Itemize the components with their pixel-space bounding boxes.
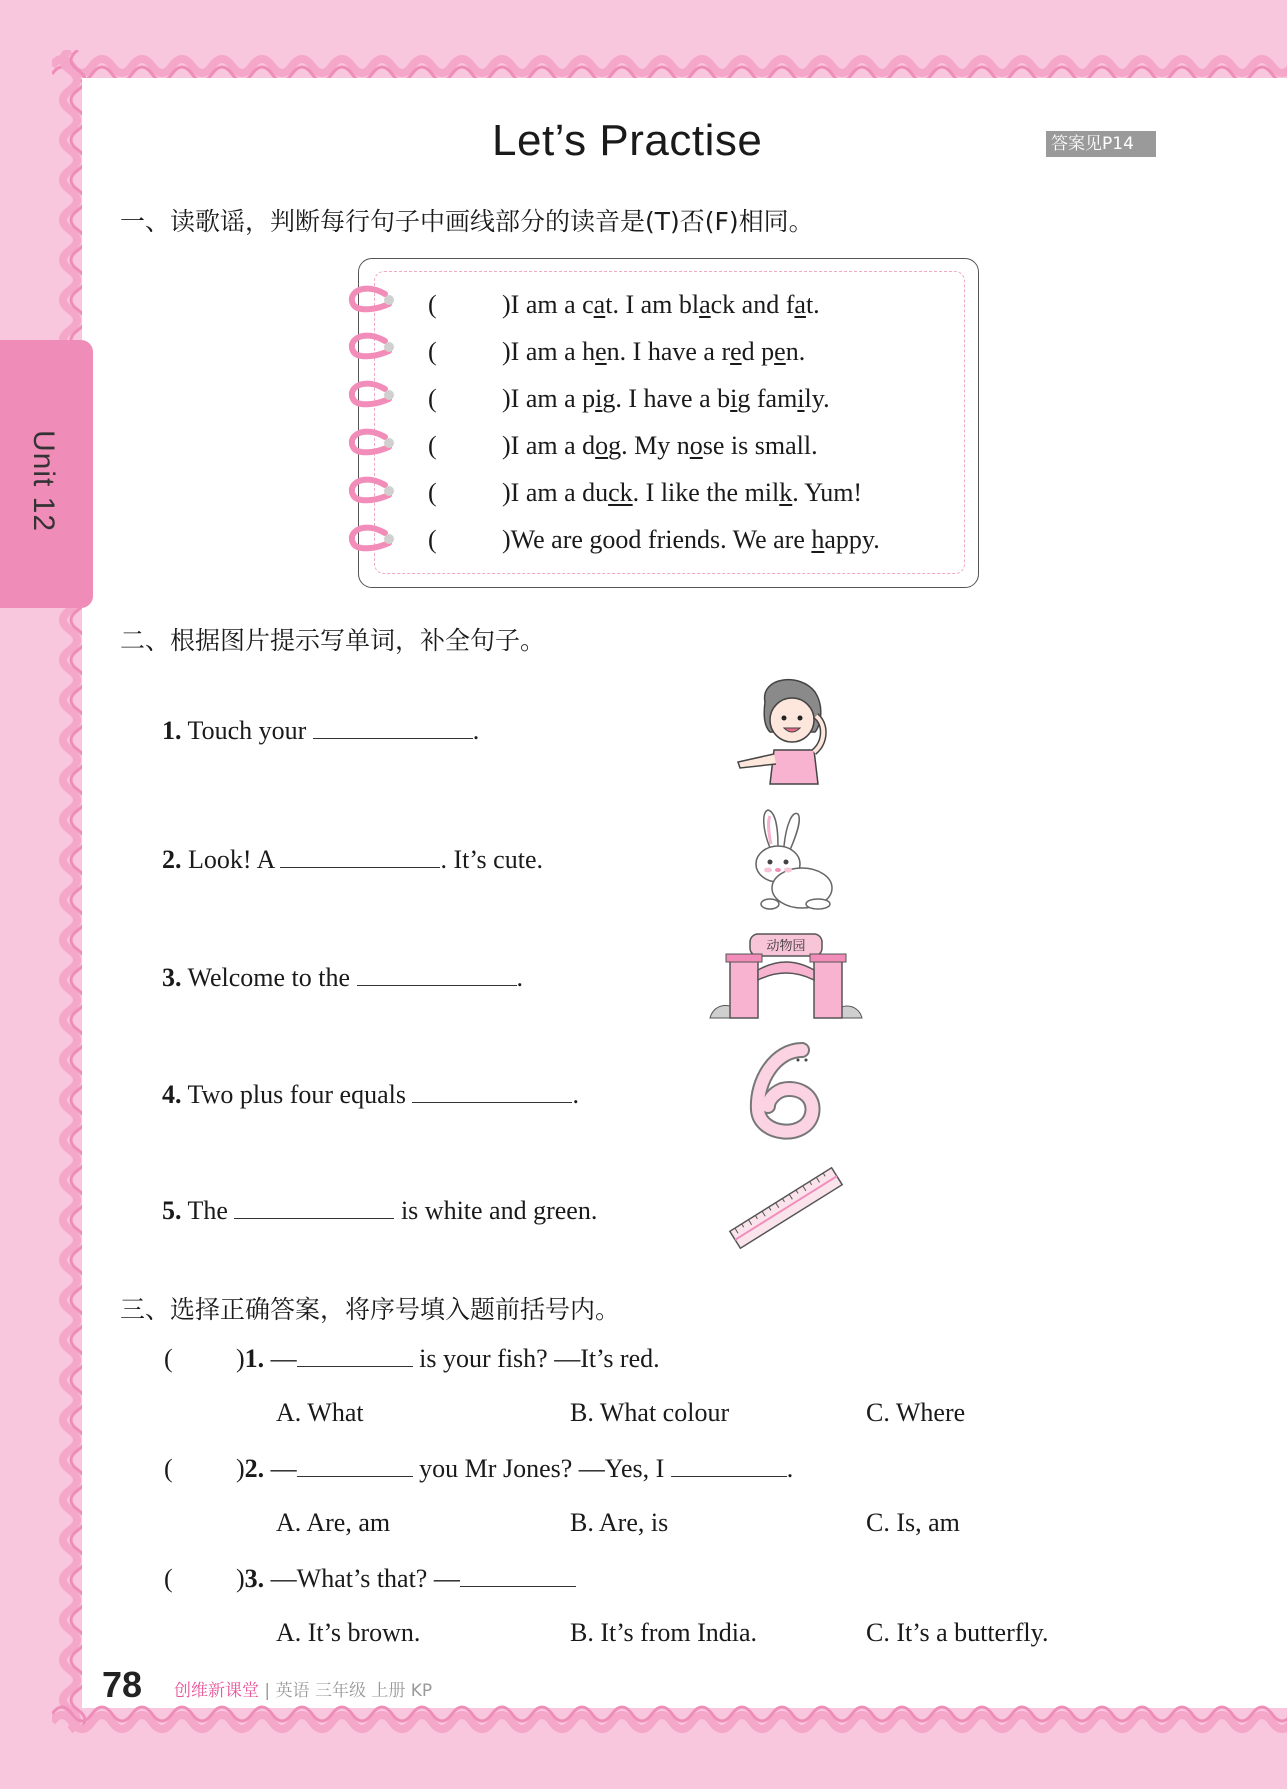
- section2-heading: 二、根据图片提示写单词，补全句子。: [120, 626, 546, 655]
- answer-blank[interactable]: [412, 1081, 572, 1103]
- answer-bracket[interactable]: (: [428, 384, 437, 413]
- option-a[interactable]: A. It’s brown.: [276, 1618, 421, 1647]
- ring-icon: [345, 523, 397, 553]
- ring-icon: [345, 475, 397, 505]
- fill-item-4: 4. Two plus four equals .: [162, 1080, 579, 1109]
- ring-icon: [345, 284, 397, 314]
- fill-item-2: 2. Look! A . It’s cute.: [162, 845, 543, 874]
- option-b[interactable]: B. Are, is: [570, 1508, 669, 1537]
- answer-bracket[interactable]: (: [428, 525, 437, 554]
- page-title: Let’s Practise: [492, 116, 763, 165]
- ring-icon: [345, 379, 397, 409]
- option-c[interactable]: C. Is, am: [866, 1508, 960, 1537]
- page-number: 78: [102, 1664, 143, 1705]
- answer-bracket[interactable]: (: [164, 1344, 173, 1373]
- rabbit-picture: [740, 808, 836, 912]
- boy-touching-ear-picture: [730, 672, 840, 788]
- option-c[interactable]: C. Where: [866, 1398, 966, 1427]
- answer-bracket[interactable]: (: [428, 478, 437, 507]
- fill-item-3: 3. Welcome to the .: [162, 963, 524, 992]
- ring-icon: [345, 331, 397, 361]
- answer-bracket[interactable]: (: [428, 337, 437, 366]
- answer-blank[interactable]: [671, 1455, 787, 1477]
- ruler-picture: [724, 1162, 848, 1254]
- answer-reference-tag: 答案见P14: [1046, 131, 1156, 157]
- option-b[interactable]: B. It’s from India.: [570, 1618, 758, 1647]
- footer-book-info: [174, 1676, 432, 1701]
- answer-blank[interactable]: [280, 846, 440, 868]
- answer-blank[interactable]: [297, 1455, 413, 1477]
- option-c[interactable]: C. It’s a butterfly.: [866, 1618, 1049, 1647]
- answer-blank[interactable]: [460, 1565, 576, 1587]
- unit-label: Unit 12: [27, 430, 60, 533]
- answer-blank[interactable]: [313, 717, 473, 739]
- footer-separator: |: [264, 1681, 271, 1701]
- answer-blank[interactable]: [234, 1197, 394, 1219]
- bottom-wave-border: [52, 1700, 1287, 1744]
- answer-bracket[interactable]: (: [164, 1454, 173, 1483]
- section1-heading: 一、读歌谣，判断每行句子中画线部分的读音是(T)否(F)相同。: [120, 207, 814, 236]
- fill-item-1: 1. Touch your .: [162, 716, 480, 745]
- option-b[interactable]: B. What colour: [570, 1398, 730, 1427]
- ring-icon: [345, 427, 397, 457]
- zoo-gate-picture: [706, 930, 866, 1020]
- zoo-sign-text: 动物园: [766, 939, 806, 954]
- answer-blank[interactable]: [357, 964, 517, 986]
- answer-blank[interactable]: [297, 1345, 413, 1367]
- section3-heading: 三、选择正确答案，将序号填入题前括号内。: [120, 1295, 621, 1324]
- answer-bracket[interactable]: (: [164, 1564, 173, 1593]
- number-six-picture: [746, 1040, 826, 1146]
- answer-bracket[interactable]: (: [428, 431, 437, 460]
- option-a[interactable]: A. Are, am: [276, 1508, 391, 1537]
- unit-side-tab: [0, 340, 93, 608]
- option-a[interactable]: A. What: [276, 1398, 364, 1427]
- footer-details: 英语 三年级 上册 KP: [275, 1681, 433, 1701]
- fill-item-5: 5. The is white and green.: [162, 1196, 598, 1225]
- answer-bracket[interactable]: (: [428, 290, 437, 319]
- footer-brand: 创维新课堂: [174, 1681, 259, 1701]
